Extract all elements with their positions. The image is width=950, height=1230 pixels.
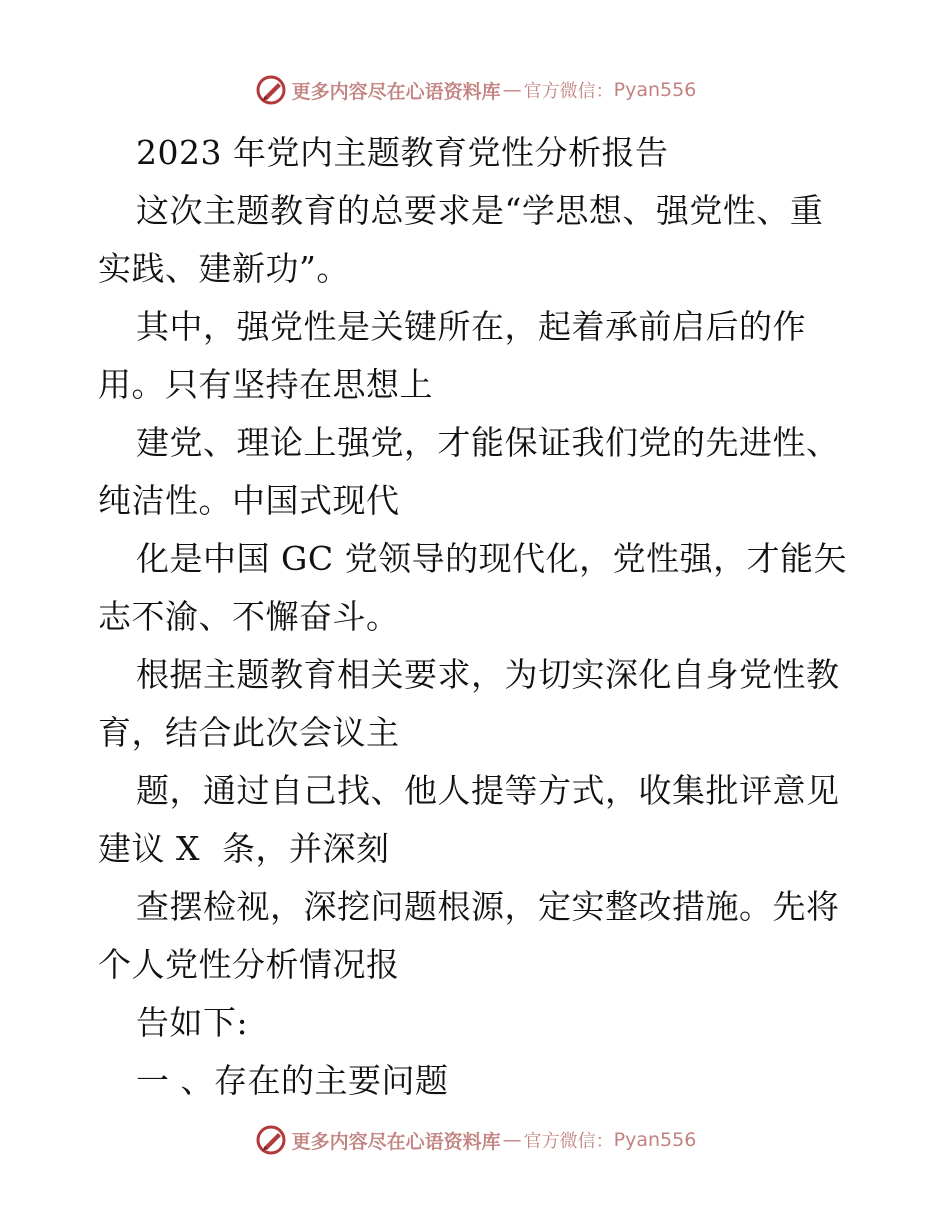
paragraph-line: 化是中国 GC 党领导的现代化，党性强，才能矢 (136, 539, 848, 578)
document-body (98, 124, 858, 1110)
paragraph-line: 题，通过自己找、他人提等方式，收集批评意见 (136, 771, 840, 810)
paragraph-line: 其中，强党性是关键所在，起着承前启后的作 (136, 307, 806, 346)
pen-logo-icon (254, 73, 288, 107)
watermark-header (0, 70, 950, 110)
paragraph-line: 告如下: (136, 1003, 249, 1042)
watermark-brand: 更多内容尽在心语资料库 (291, 1130, 501, 1153)
document-title: 2023 年党内主题教育党性分析报告 (136, 133, 669, 172)
paragraph-line: 实践、建新功”。 (98, 249, 350, 288)
watermark-separator: — (502, 1129, 522, 1151)
watermark-wechat-label: 官方微信： (523, 1131, 614, 1152)
section-heading: 一 、存在的主要问题 (136, 1061, 449, 1100)
watermark-separator: — (502, 79, 522, 101)
paragraph-line: 个人党性分析情况报 (98, 945, 400, 984)
paragraph-line: 建议 X 条，并深刻 (98, 829, 390, 868)
watermark-wechat-id: Pyan556 (613, 79, 697, 101)
paragraph-line: 志不渝、不懈奋斗。 (98, 597, 400, 636)
watermark-wechat-id: Pyan556 (613, 1129, 697, 1151)
paragraph-line: 这次主题教育的总要求是“学思想、强党性、重 (136, 191, 824, 230)
watermark-brand: 更多内容尽在心语资料库 (291, 80, 501, 103)
paragraph-line: 根据主题教育相关要求，为切实深化自身党性教 (136, 655, 840, 694)
pen-logo-icon (254, 1123, 288, 1157)
watermark-wechat-label: 官方微信： (523, 81, 614, 102)
paragraph-line: 纯洁性。中国式现代 (98, 481, 400, 520)
paragraph-line: 育，结合此次会议主 (98, 713, 400, 752)
paragraph-line: 用。只有坚持在思想上 (98, 365, 433, 404)
paragraph-line: 建党、理论上强党，才能保证我们党的先进性、 (136, 423, 840, 462)
watermark-footer (0, 1120, 950, 1160)
paragraph-line: 查摆检视，深挖问题根源，定实整改措施。先将 (136, 887, 840, 926)
